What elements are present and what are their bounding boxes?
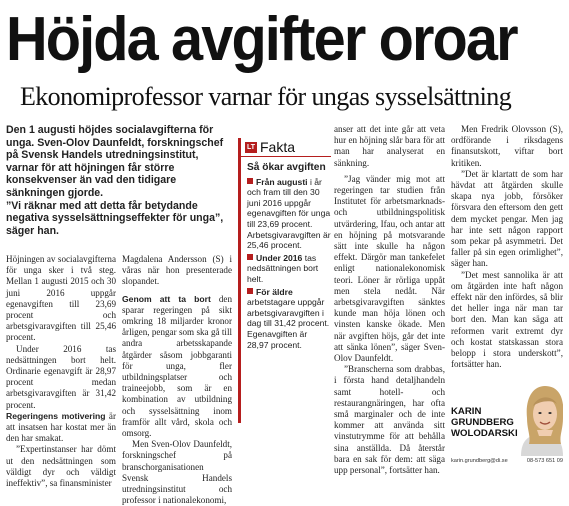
fact-item (247, 177, 331, 251)
fact-box-header (241, 138, 331, 157)
body-paragraph: ”Branscherna som drabbas, i första hand detaljhandeln samt hotell- och restaurangnäringen, har ofta små marginaler och de inte kommer att använda sitt vinstutrymme för att behålla sina anställda. Då återstår bara en sak för dem: att säga upp personal”, fortsätter han. (334, 364, 445, 476)
author-name: KARIN GRUNDBERG WOLODARSKI (451, 406, 518, 439)
author-contact (451, 458, 563, 465)
fact-item-text: tas nedsättningen bort helt. (247, 252, 319, 284)
body-paragraph (6, 411, 116, 445)
fact-item-lead: Från augusti (256, 176, 308, 187)
body-text: är att insatsen har kostat mer än den har smakat. (6, 410, 116, 444)
article-column-5 (451, 124, 563, 370)
lead-paragraph (6, 124, 232, 237)
body-paragraph: ”Jag vänder mig mot att regeringen tar studien från Institutet för arbetsmarknads- och utbildningspolitisk utvärdering, Ifau, och antar att en höjning på motsvarande sätt inte skulle ha någon effekt. Därgör man tankefelet enligt nationalekonomisk teori. Löner är rörliga uppåt men stela nedåt. När arbetsgivaravgiften sänktes kunde man höja lönen och vinsten kanske ökade. Men när avgiften höjs, går det inte att sänka lönen”, säger Sven-Olov Daunfeldt. (334, 173, 445, 364)
headline: Höjda avgifter oroar (6, 5, 517, 74)
lead-quote: ”Vi räknar med att detta får betydande negativa sysselsättningseffekter för unga”, säger han. (6, 199, 224, 237)
bullet-square-icon (247, 288, 253, 294)
author-phone: 08-573 651 09 (526, 458, 563, 464)
fact-item-text: arbetstagare uppgår arbetsgivaravgiften i dag till 31,42 procent. Egenavgiften är 28,97 procent. (247, 297, 330, 350)
body-paragraph: Höjningen av socialavgifterna för unga sker i två steg. Mellan 1 augusti 2015 och 30 juni 2016 uppgår egenavgiften till 23,69 procent och arbetsgivaravgiften till 25,46 procent. (6, 254, 116, 343)
section-lead-in: Genom att ta bort (122, 293, 211, 304)
fact-box (238, 138, 331, 423)
body-paragraph: Men Sven-Olov Daunfeldt, forskningschef på branschorganisationen Svensk Handels utredningsinstitut och professor i nationalekonomi, (122, 439, 232, 506)
fact-item (247, 287, 331, 351)
body-paragraph: Under 2016 tas nedsättningen bort helt. Ordinarie egenavgift är 28,97 procent medan arbetsgivaravgiften är 31,42 procent. (6, 343, 116, 410)
body-paragraph: ”Expertinstanser har dömt ut den nedsättningen som väldigt dyr och väldigt ineffektiv”, sa finansminister (6, 444, 116, 489)
author-email[interactable]: karin.grundberg@di.se (451, 458, 508, 464)
section-lead-in: Regeringens motivering (6, 410, 106, 421)
fact-item-text: i år och fram till den 30 juni 2016 uppgår egenavgiften för unga till 23,69 procent. Arbetsgivaravgiften är 25,46 procent. (247, 176, 331, 251)
article-column-1 (6, 254, 116, 489)
fact-box-title: Så ökar avgiften (247, 162, 326, 173)
lead-text: Den 1 augusti höjdes socialavgifterna för unga. Sven-Olov Daunfeldt, forskningschef på Svensk Handels utredningsinstitut, varnar för att höjningen får större konsekvenser än vad den tidigare sänkningen gjorde. (6, 124, 224, 199)
fact-item (247, 253, 331, 285)
body-text: den sparar regeringen på sikt omkring 18 miljarder kronor årligen, pengar som ska gå till andra arbetsskapande åtgärder såsom jobbgaranti för unga, fler utbildningsplatser och traineejobb, som är en kombination av utbildning och sysselsättning inom framför allt vård, skola och omsorg. (122, 293, 232, 439)
fact-item-lead: För äldre (256, 286, 293, 297)
body-paragraph (122, 294, 232, 440)
bullet-square-icon (247, 254, 253, 260)
fact-item-lead: Under 2016 (256, 252, 303, 263)
body-paragraph: anser att det inte går att veta hur en höjning slår bara för att man har analyserat en sänkning. (334, 124, 445, 168)
article-column-2 (122, 254, 232, 506)
fact-box-label: Fakta (260, 139, 296, 155)
fact-box-body (241, 157, 331, 350)
article-column-4 (334, 124, 445, 476)
body-paragraph: Men Fredrik Olovsson (S), ordförande i riksdagens finansutskott, viftar bort kritiken. (451, 124, 563, 168)
subheadline: Ekonomiprofessor varnar för ungas sysselsättning (20, 82, 512, 111)
newspaper-logo-icon: LT (246, 143, 256, 151)
body-paragraph: ”Det är klartatt de som har hävdat att åtgärden skulle skapa nya jobb, försöker försvara den eftersom den gett dem mycket pengar. Men jag har inte sett någon rapport som pekar på asymmetri. Det faller på sin egen orimlighet”, säger han. (451, 168, 563, 269)
body-paragraph: Magdalena Andersson (S) i våras när hon presenterade slopandet. (122, 254, 232, 287)
bullet-square-icon (247, 178, 253, 184)
body-paragraph: ”Det mest sannolika är att om åtgärden inte haft någon effekt när den infördes, så blir det heller inga när man tar bort den. Man kan säga att reformen varit extremt dyr och kostat statskassan stora belopp i stora underskott”, fortsätter han. (451, 269, 563, 370)
